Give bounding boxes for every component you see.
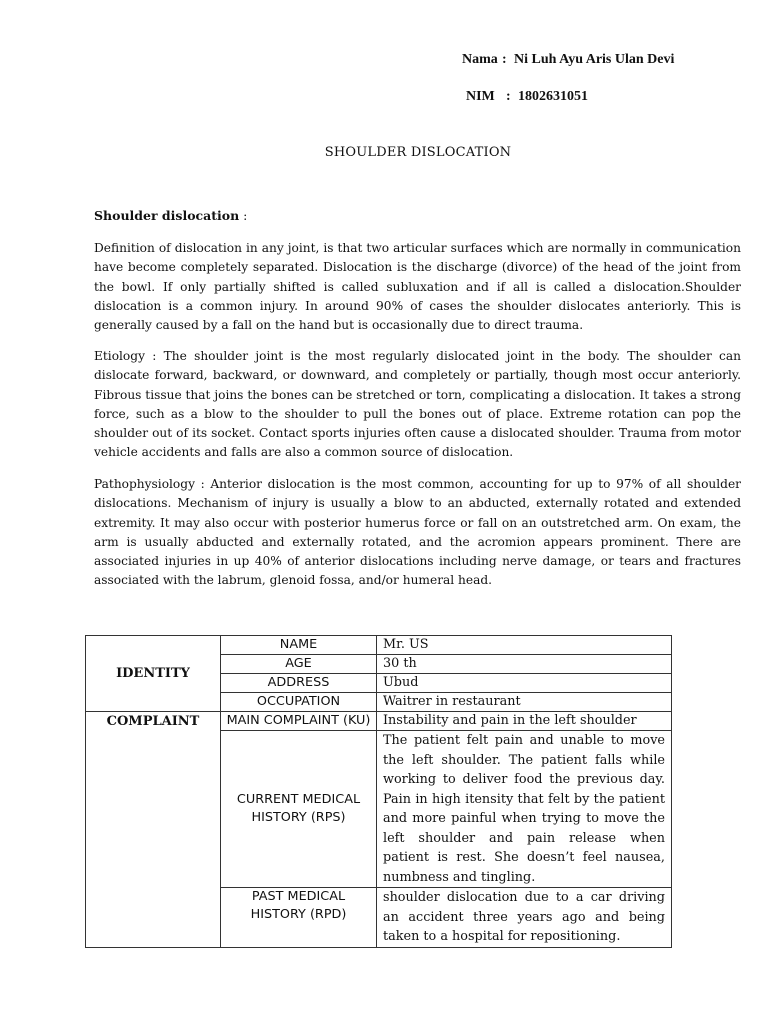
section-heading-text: Shoulder dislocation bbox=[94, 208, 240, 223]
field-value: Waitrer in restaurant bbox=[377, 693, 672, 712]
field-value: Instability and pain in the left shoulder bbox=[377, 712, 672, 731]
name-separator: : bbox=[502, 52, 507, 67]
field-value: Mr. US bbox=[377, 636, 672, 655]
field-label: MAIN COMPLAINT (KU) bbox=[221, 712, 377, 731]
field-value: 30 th bbox=[377, 655, 672, 674]
table-row bbox=[86, 712, 672, 731]
document-title: SHOULDER DISLOCATION bbox=[324, 145, 512, 160]
field-label: OCCUPATION bbox=[221, 693, 377, 712]
field-label: CURRENT MEDICAL HISTORY (RPS) bbox=[221, 731, 377, 888]
student-info bbox=[462, 51, 674, 106]
field-label: NAME bbox=[221, 636, 377, 655]
field-value: shoulder dislocation due to a car driving an accident three years ago and being taken to a hospital for repositioning. bbox=[377, 888, 672, 948]
student-name-row bbox=[462, 51, 674, 69]
etiology-paragraph: Etiology : The shoulder joint is the most regularly dislocated joint in the body. The shoulder can dislocate forward, backward, or downward, and completely or partially, though most occur anteriorly. Fibrous tissue that joins the bones can be stretched or torn, complicating a dislocation. It takes a strong force, such as a blow to the shoulder to pull the bones out of place. Extreme rotation can pop the shoulder out of its socket. Contact sports injuries often cause a dislocated shoulder. Trauma from motor vehicle accidents and falls are also a common source of dislocation. bbox=[94, 349, 741, 460]
field-label: PAST MEDICAL HISTORY (RPD) bbox=[221, 888, 377, 948]
student-name: Ni Luh Ayu Aris Ulan Devi bbox=[514, 52, 675, 67]
field-label: ADDRESS bbox=[221, 674, 377, 693]
nim-separator: : bbox=[506, 89, 511, 104]
pathophysiology-paragraph: Pathophysiology : Anterior dislocation is the most common, accounting for up to 97% of all shoulder dislocations. Mechanism of injury is usually a blow to an abducted, externally rotated and extended extremity. It may also occur with posterior humerus force or fall on an outstretched arm. On exam, the arm is usually abducted and externally rotated, and the acromion appears prominent. There are associated injuries in up 40% of anterior dislocations including nerve damage, or tears and fractures associated with the labrum, glenoid fossa, and/or humeral head. bbox=[94, 477, 741, 588]
field-value: Ubud bbox=[377, 674, 672, 693]
patient-assessment-table bbox=[85, 635, 671, 948]
identity-category: IDENTITY bbox=[86, 636, 221, 712]
section-heading-colon: : bbox=[239, 208, 248, 223]
table-row bbox=[86, 636, 672, 655]
definition-paragraph: Definition of dislocation in any joint, is that two articular surfaces which are normally in communication have become completely separated. Dislocation is the discharge (divorce) of the head of the joint from the bowl. If only partially shifted is called subluxation and if all is called a dislocation.Shoulder dislocation is a common injury. In around 90% of cases the shoulder dislocates anteriorly. This is generally caused by a fall on the hand but is occasionally due to direct trauma. bbox=[94, 241, 741, 333]
student-nim-row bbox=[462, 88, 674, 106]
section-heading bbox=[94, 208, 247, 223]
field-label: AGE bbox=[221, 655, 377, 674]
nim-label: NIM bbox=[466, 89, 495, 104]
field-value: The patient felt pain and unable to move the left shoulder. The patient falls while working to deliver food the previous day. Pain in high itensity that felt by the patient and more painful when trying to move the left shoulder and pain release when patient is rest. She doesn’t feel nausea, numbness and tingling. bbox=[377, 731, 672, 888]
name-label: Nama bbox=[462, 52, 498, 67]
student-nim: 1802631051 bbox=[518, 89, 588, 104]
complaint-category: COMPLAINT bbox=[86, 712, 221, 948]
